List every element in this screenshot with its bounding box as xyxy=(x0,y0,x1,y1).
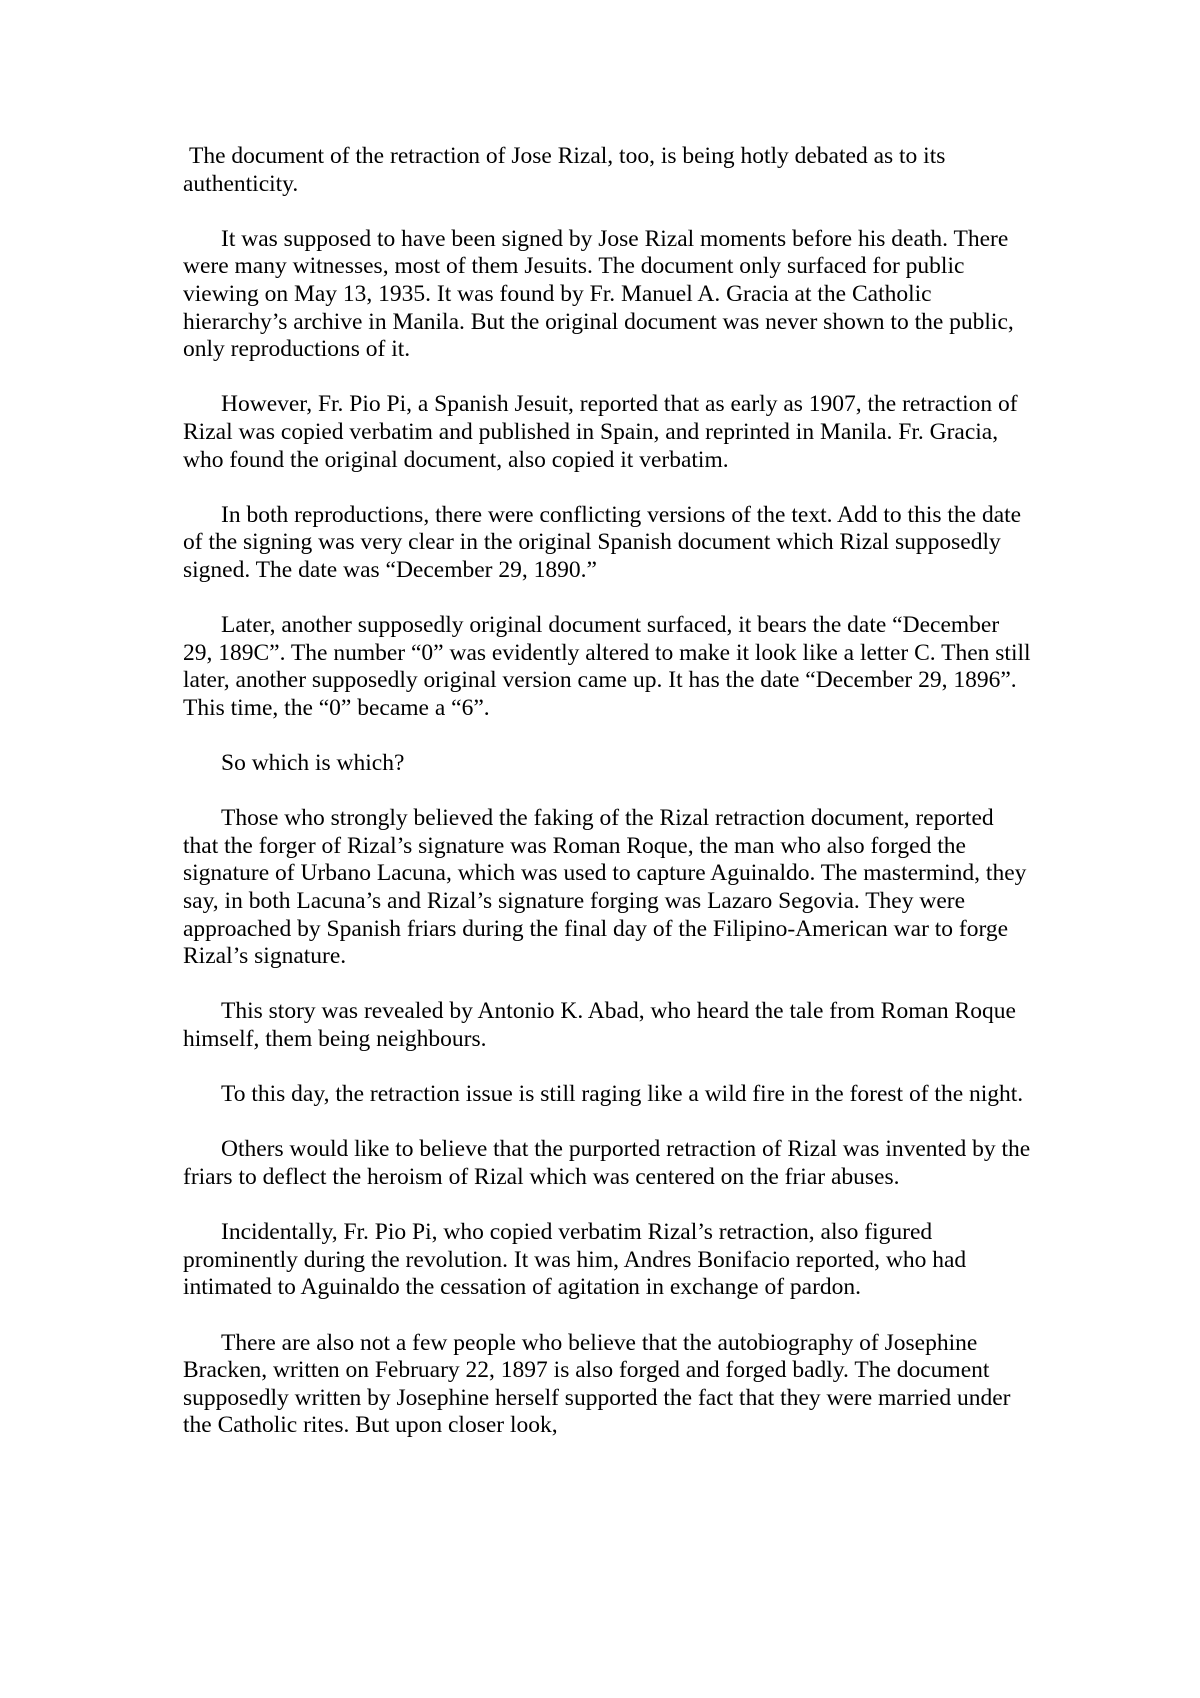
paragraph: In both reproductions, there were conflicting versions of the text. Add to this the date of the signing was very clear in the original Spanish document which Rizal supposedly signed. The date was “December 29, 1890.” xyxy=(183,501,1022,583)
paragraph: There are also not a few people who believe that the autobiography of Josephine Bracken, written on February 22, 1897 is also forged and forged badly. The document supposedly written by Josephine herself supported the fact that they were married under the Catholic rites. But upon closer look, xyxy=(183,1329,1011,1439)
paragraph: To this day, the retraction issue is still raging like a wild fire in the forest of the night. xyxy=(221,1081,1024,1108)
paragraph: It was supposed to have been signed by Jose Rizal moments before his death. There were many witnesses, most of them Jesuits. The document only surfaced for public viewing on May 13, 1935. It was found by Fr. Manuel A. Gracia at the Catholic hierarchy’s archive in Manila. But the original document was never shown to the public, only reproductions of it. xyxy=(183,225,1014,363)
paragraph: Later, another supposedly original document surfaced, it bears the date “December 29, 189C”. The number “0” was evidently altered to make it look like a letter C. Then still later, another supposedly original version came up. It has the date “December 29, 1896”. This time, the “0” became a “6”. xyxy=(183,612,1031,721)
paragraph: However, Fr. Pio Pi, a Spanish Jesuit, reported that as early as 1907, the retraction of Rizal was copied verbatim and published in Spain, and reprinted in Manila. Fr. Gracia, who found the original document, also copied it verbatim. xyxy=(183,391,1018,473)
paragraph: So which is which? xyxy=(221,750,405,777)
paragraph: Others would like to believe that the purported retraction of Rizal was invented by the friars to deflect the heroism of Rizal which was centered on the friar abuses. xyxy=(183,1136,1031,1190)
paragraph: This story was revealed by Antonio K. Abad, who heard the tale from Roman Roque himself, them being neighbours. xyxy=(183,998,1016,1052)
paragraph: Those who strongly believed the faking of the Rizal retraction document, reported that the forger of Rizal’s signature was Roman Roque, the man who also forged the signature of Urbano Lacuna, which was used to capture Aguinaldo. The mastermind, they say, in both Lacuna’s and Rizal’s signature forging was Lazaro Segovia. They were approached by Spanish friars during the final day of the Filipino-American war to forge Rizal’s signature. xyxy=(183,805,1027,970)
document-body xyxy=(183,143,1033,1468)
paragraph: The document of the retraction of Jose Rizal, too, is being hotly debated as to its authenticity. xyxy=(183,143,946,197)
paragraph: Incidentally, Fr. Pio Pi, who copied verbatim Rizal’s retraction, also figured prominently during the revolution. It was him, Andres Bonifacio reported, who had intimated to Aguinaldo the cessation of agitation in exchange of pardon. xyxy=(183,1219,967,1301)
